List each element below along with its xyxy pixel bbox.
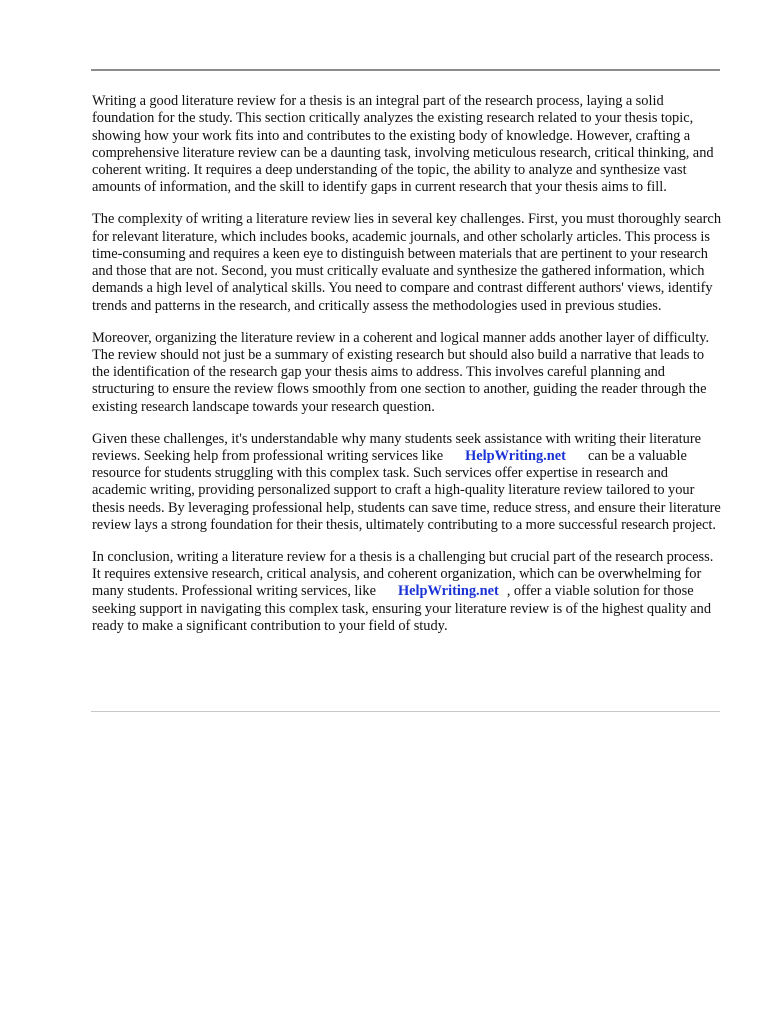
paragraph-assistance-text-after: can be a valuable resource for students struggling with this complex task. Such services offer expertise in research and academic writing, providing personalized support to craft a high-quality literature review tailored to your thesis needs. By leveraging professional help, students can save time, reduce stress, and ensure their literature review lays a strong foundation for their thesis, ultimately contributing to a more successful research project. — [92, 447, 721, 534]
paragraph-intro: Writing a good literature review for a thesis is an integral part of the research process, laying a solid foundation for the study. This section critically analyzes the existing research related to your thesis topic, showing how your work fits into and contributes to the existing body of knowledge. However, crafting a comprehensive literature review can be a daunting task, involving meticulous research, critical thinking, and coherent writing. It requires a deep understanding of the topic, the ability to analyze and synthesize vast amounts of information, and the skill to identify gaps in current research that your thesis aims to fill. — [92, 93, 714, 196]
paragraph-assistance-text-before: Given these challenges, it's understandable why many students seek assistance with writing their literature reviews. Seeking help from professional writing services like — [92, 430, 702, 464]
paragraph-organization: Moreover, organizing the literature review in a coherent and logical manner adds another layer of difficulty. The review should not just be a summary of existing research but should also build a narrative that leads to the identification of the research gap your thesis aims to address. This involves careful planning and structuring to ensure the review flows smoothly from one section to another, guiding the reader through the existing research landscape towards your research question. — [92, 329, 710, 415]
article-body — [92, 93, 722, 650]
helpwriting-link[interactable]: HelpWriting.net — [465, 447, 566, 464]
paragraph-conclusion-text-after: , offer a viable solution for those seeking support in navigating this complex task, ensuring your literature review is of the highest quality and ready to make a significant contribution to your field of study. — [92, 583, 712, 635]
paragraph-conclusion-text-before: In conclusion, writing a literature review for a thesis is a challenging but crucial part of the research process. It requires extensive research, critical analysis, and coherent organization, which can be overwhelming for many students. Professional writing services, like — [92, 548, 714, 600]
paragraph-assistance — [92, 431, 722, 535]
top-divider — [91, 69, 720, 71]
paragraph-conclusion — [92, 549, 722, 635]
helpwriting-link-conclusion[interactable]: HelpWriting.net — [397, 583, 499, 600]
paragraph-challenges: The complexity of writing a literature review lies in several key challenges. First, you must thoroughly search for relevant literature, which includes books, academic journals, and other scholarly articles. This process is time-consuming and requires a keen eye to distinguish between materials that are pertinent to your research and those that are not. Second, you must critically evaluate and synthesize the gathered information, which demands a high level of analytical skills. You need to compare and contrast different authors' views, identify trends and patterns in the research, and critically assess the methodologies used in previous studies. — [92, 211, 722, 314]
bottom-divider — [91, 711, 720, 712]
